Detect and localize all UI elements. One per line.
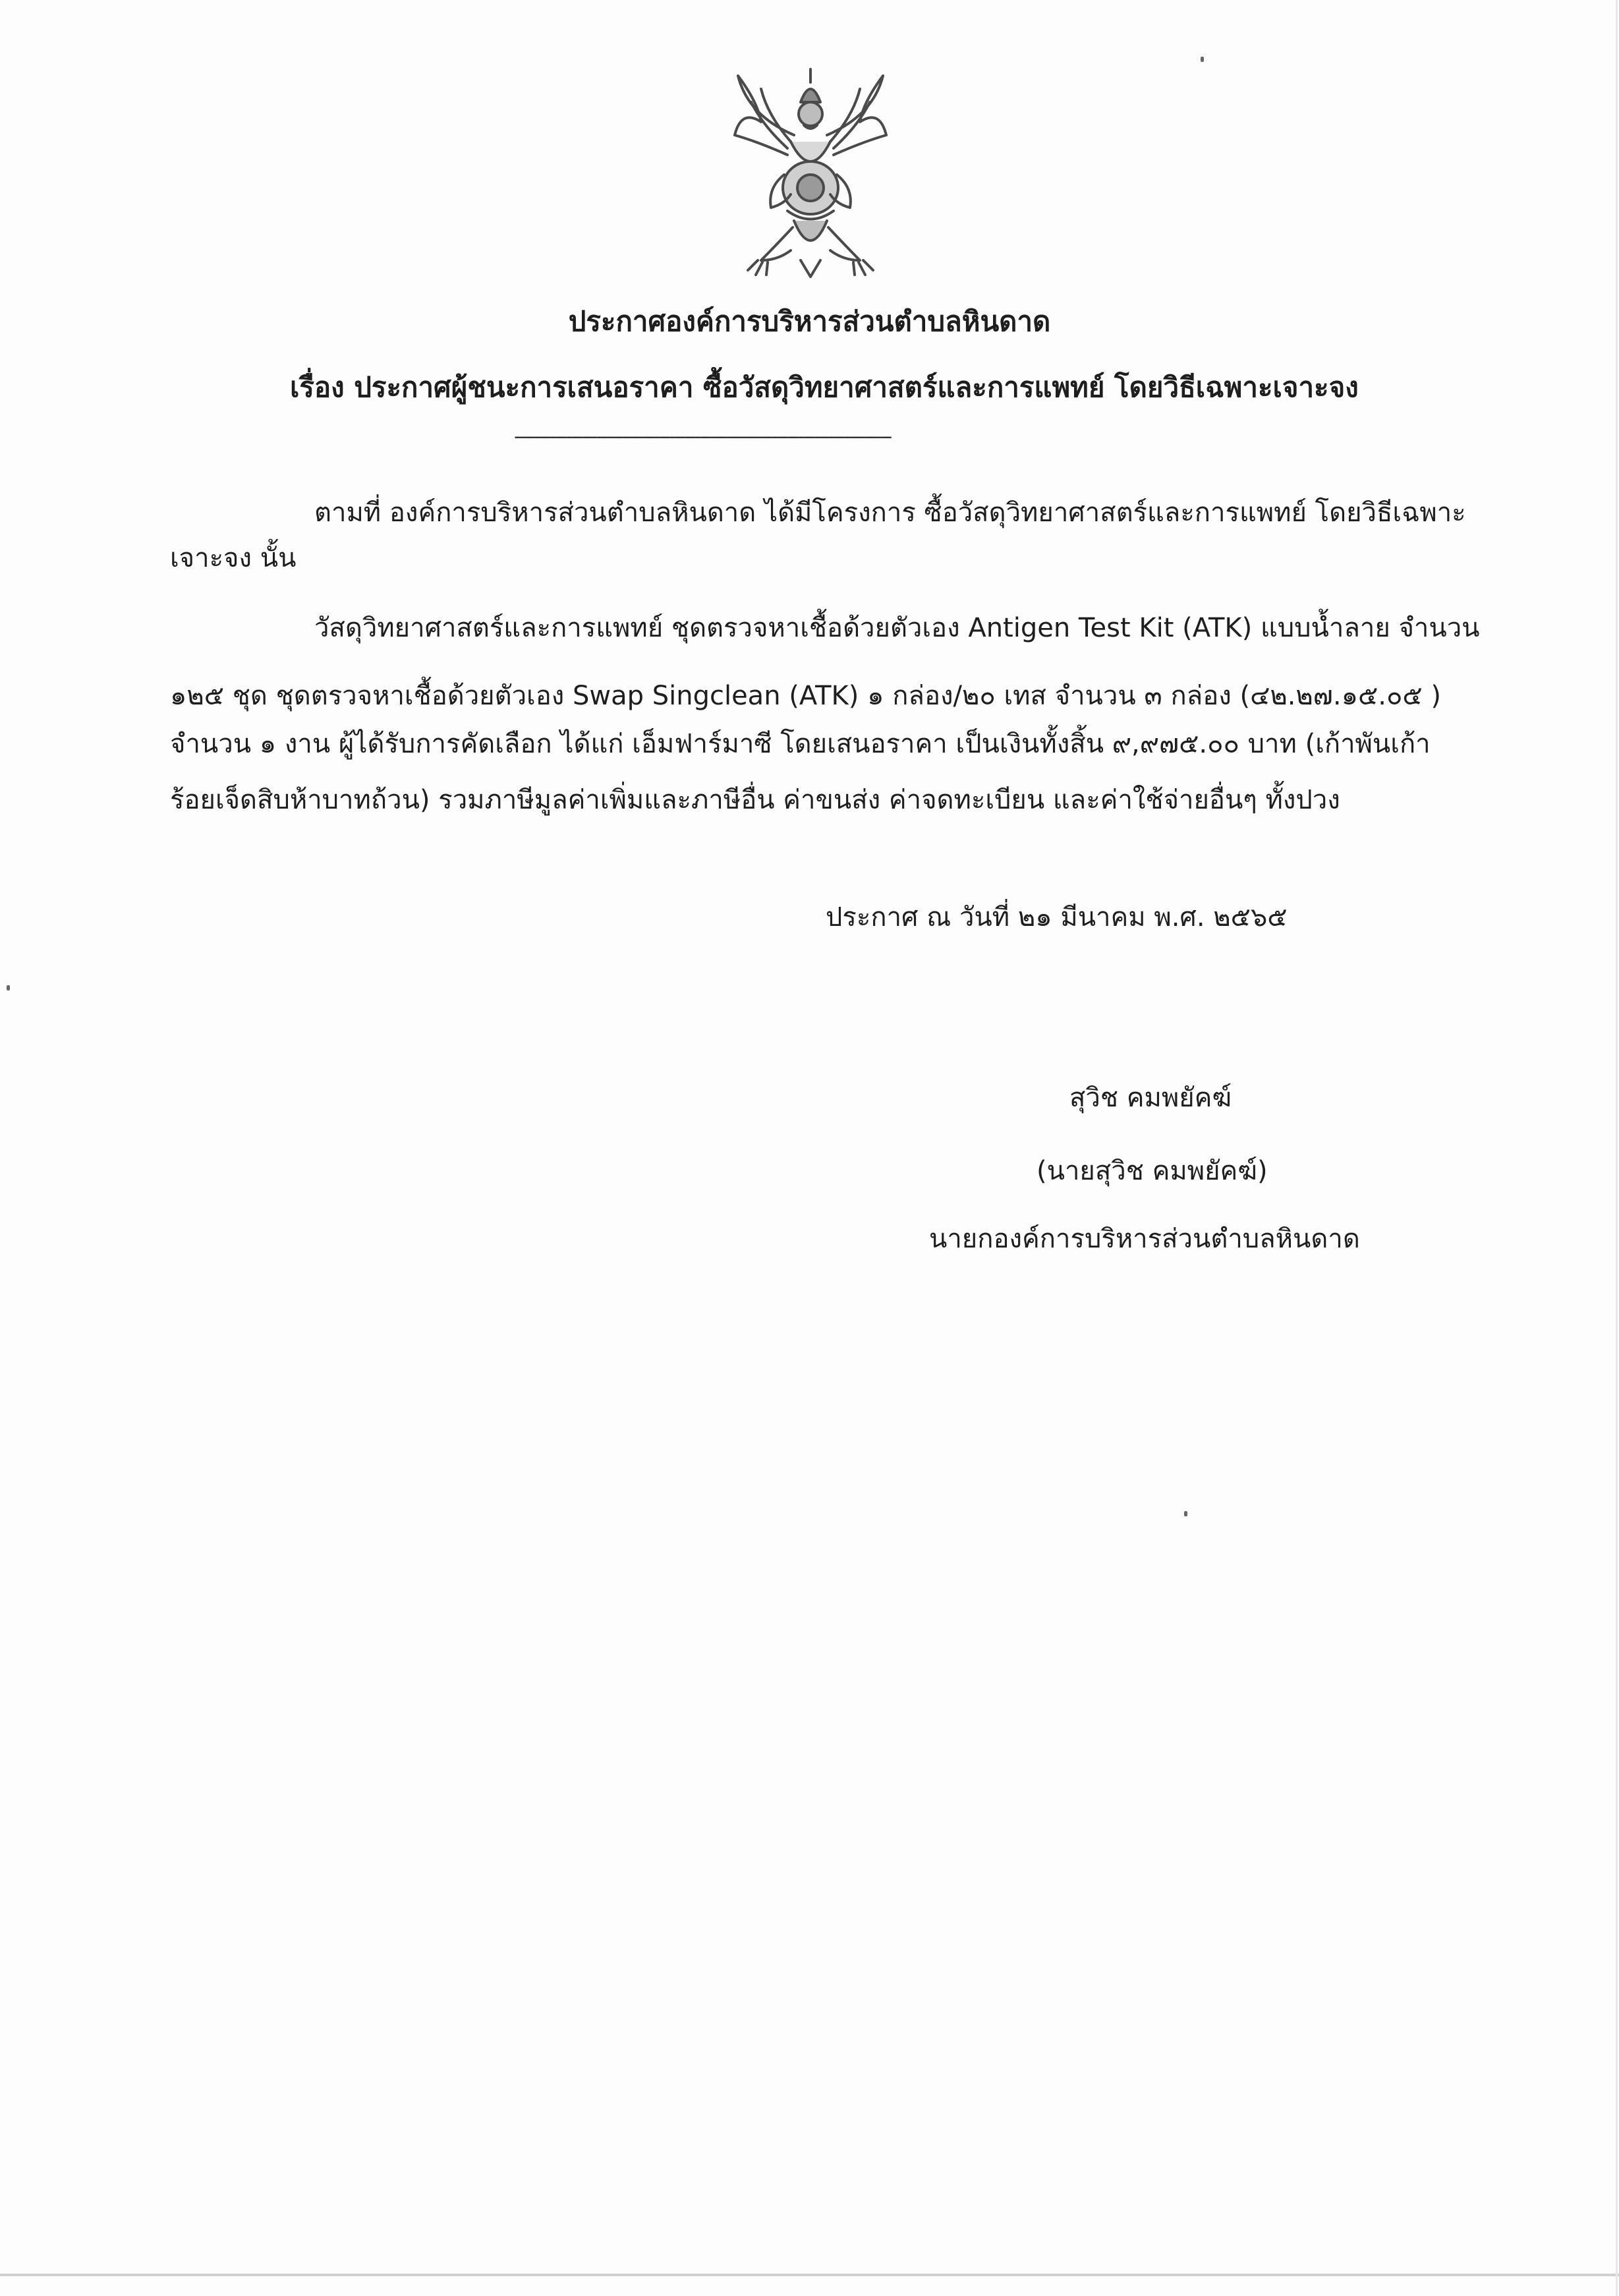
announcement-date: ประกาศ ณ วันที่ ๒๑ มีนาคม พ.ศ. ๒๕๖๕ — [826, 902, 1288, 933]
header-separator: ------------------------------------------------------------------------- — [514, 425, 891, 448]
signatory-printed-name: (นายสุวิช คมพยัคฆ์) — [1037, 1156, 1268, 1186]
body-paragraph-2-line-2: ๑๒๕ ชุด ชุดตรวจหาเชื้อด้วยตัวเอง Swap Singclean (ATK) ๑ กล่อง/๒๐ เทส จำนวน ๓ กล่อง (๔๒.๒๗.๑๕.๐๕ ) — [170, 681, 1441, 711]
body-paragraph-1-line-2: เจาะจง นั้น — [170, 543, 297, 573]
body-paragraph-2-line-4: ร้อยเจ็ดสิบห้าบาทถ้วน) รวมภาษีมูลค่าเพิ่มและภาษีอื่น ค่าขนส่ง ค่าจดทะเบียน และค่าใช้จ่ายอื่นๆ ทั้งปวง — [170, 785, 1340, 815]
signatory-position: นายกองค์การบริหารส่วนตำบลหินดาด — [929, 1224, 1360, 1254]
signature-name: สุวิช คมพยัคฆ์ — [1069, 1083, 1232, 1113]
body-paragraph-1-line-1: ตามที่ องค์การบริหารส่วนตำบลหินดาด ได้มีโครงการ ซื้อวัสดุวิทยาศาสตร์และการแพทย์ โดยวิธีเฉพาะ — [314, 498, 1466, 528]
scan-speck — [7, 985, 10, 990]
scan-edge-bottom — [0, 2274, 1619, 2276]
document-subject: เรื่อง ประกาศผู้ชนะการเสนอราคา ซื้อวัสดุวิทยาศาสตร์และการแพทย์ โดยวิธีเฉพาะเจาะจง — [290, 371, 1359, 403]
garuda-emblem-icon — [722, 63, 899, 280]
document-title: ประกาศองค์การบริหารส่วนตำบลหินดาด — [568, 305, 1051, 337]
scan-speck — [1201, 57, 1204, 62]
scan-speck — [1184, 1511, 1187, 1516]
scan-edge-right — [1616, 0, 1618, 2296]
body-paragraph-2-line-1: วัสดุวิทยาศาสตร์และการแพทย์ ชุดตรวจหาเชื้อด้วยตัวเอง Antigen Test Kit (ATK) แบบน้ำลาย จำนวน — [314, 613, 1480, 643]
body-paragraph-2-line-3: จำนวน ๑ งาน ผู้ได้รับการคัดเลือก ได้แก่ เอ็มฟาร์มาซี โดยเสนอราคา เป็นเงินทั้งสิ้น ๙,๙๗๕.๐๐ บาท (เก้าพันเก้า — [170, 729, 1431, 759]
